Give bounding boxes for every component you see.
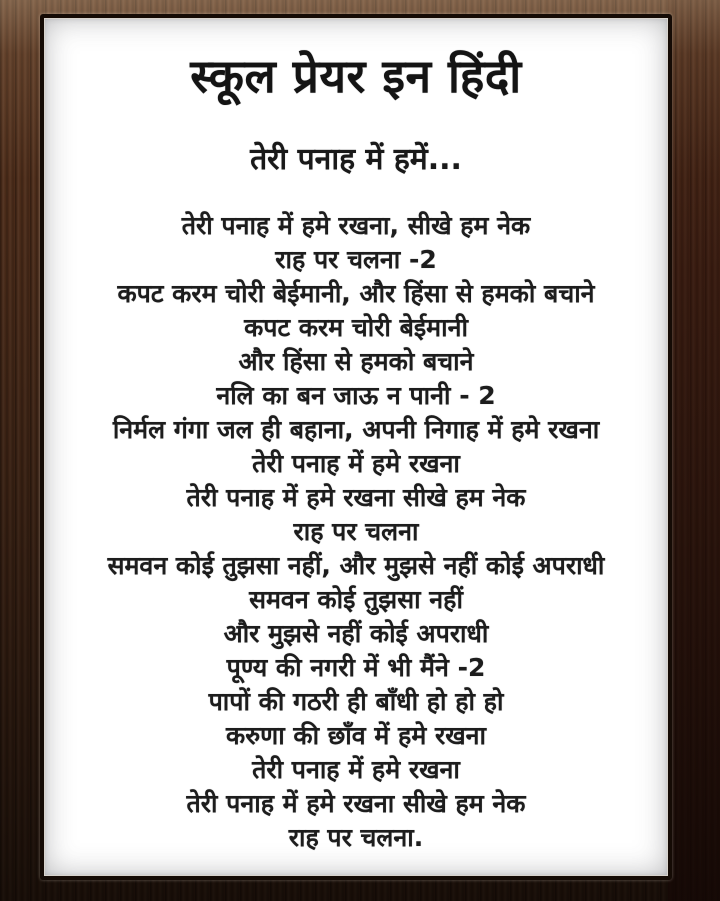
- prayer-line: कपट करम चोरी बेईमानी, और हिंसा से हमको बचाने: [117, 279, 595, 309]
- prayer-line: पूण्य की नगरी में भी मैंने -2: [226, 653, 486, 683]
- prayer-line: करुणा की छाँव में हमे रखना: [226, 721, 486, 751]
- prayer-subtitle: तेरी पनाह में हमें...: [250, 142, 462, 178]
- prayer-line: कपट करम चोरी बेईमानी: [244, 313, 468, 343]
- prayer-line: तेरी पनाह में हमे रखना सीखे हम नेक: [186, 789, 526, 819]
- prayer-line: समवन कोई तुझसा नहीं: [249, 585, 463, 615]
- page-title: स्कूल प्रेयर इन हिंदी: [190, 49, 522, 103]
- prayer-line: पापों की गठरी ही बाँधी हो हो हो: [208, 687, 504, 717]
- prayer-sheet: [40, 14, 672, 880]
- prayer-line: नलि का बन जाऊ न पानी - 2: [216, 381, 496, 411]
- prayer-line: राह पर चलना -2: [275, 245, 437, 275]
- prayer-line: तेरी पनाह में हमे रखना सीखे हम नेक: [186, 483, 526, 513]
- prayer-line: तेरी पनाह में हमे रखना: [252, 755, 460, 785]
- prayer-line: निर्मल गंगा जल ही बहाना, अपनी निगाह में हमे रखना: [112, 415, 600, 445]
- prayer-line: राह पर चलना: [293, 517, 419, 547]
- prayer-lines: [64, 209, 648, 855]
- prayer-line: और हिंसा से हमको बचाने: [238, 347, 474, 377]
- prayer-line: तेरी पनाह में हमे रखना: [252, 449, 460, 479]
- prayer-line: तेरी पनाह में हमे रखना, सीखे हम नेक: [181, 211, 531, 241]
- prayer-line: राह पर चलना.: [288, 823, 424, 853]
- prayer-sheet-content: [44, 18, 668, 876]
- prayer-line: और मुझसे नहीं कोई अपराधी: [223, 619, 489, 649]
- prayer-line: समवन कोई तुझसा नहीं, और मुझसे नहीं कोई अपराधी: [107, 551, 605, 581]
